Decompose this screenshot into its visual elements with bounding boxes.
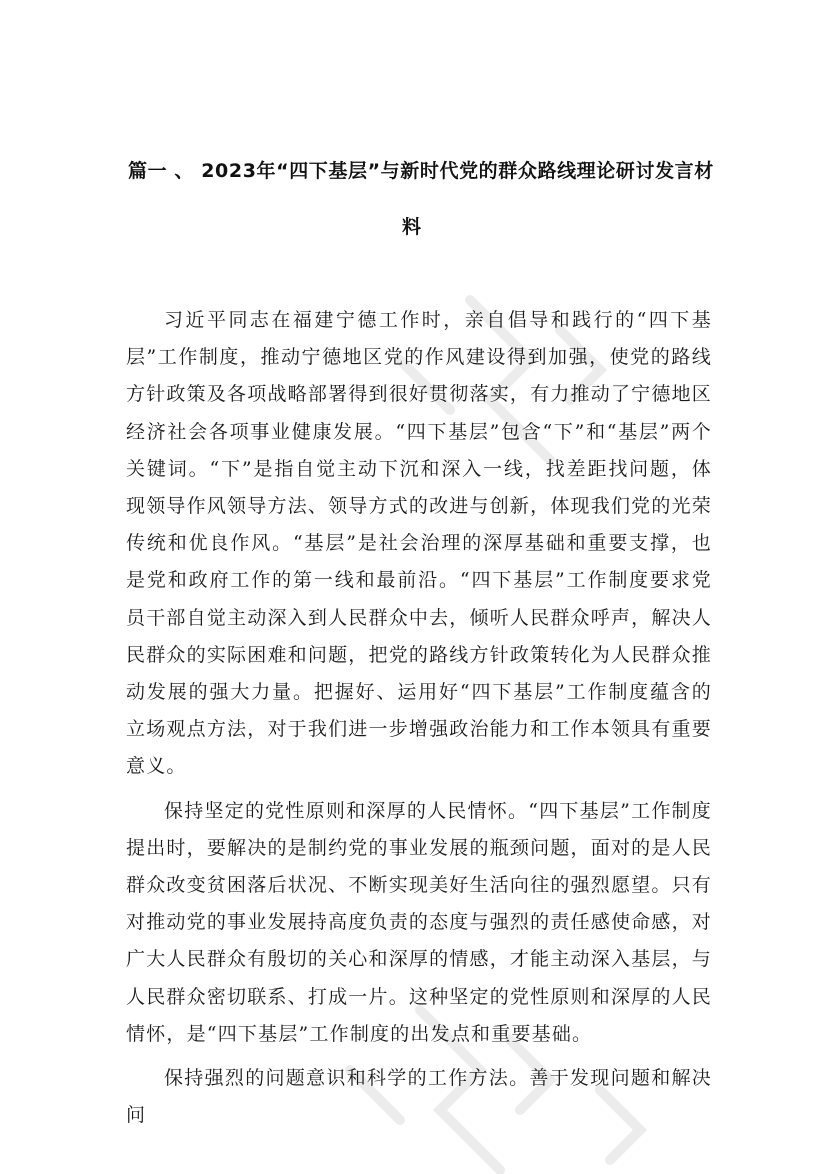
paragraph-2: 保持坚定的党性原则和深厚的人民情怀。“四下基层”工作制度提出时，要解决的是制约党的事业发展的瓶颈问题，面对的是人民群众改变贫困落后状况、不断实现美好生活向往的强烈愿望。只有对推动党的事业发展持高度负责的态度与强烈的责任感使命感，对广大人民群众有殷切的关心和深厚的情感，才能主动深入基层，与人民群众密切联系、打成一片。这种坚定的党性原则和深厚的人民情怀，是“四下基层”工作制度的出发点和重要基础。 — [126, 799, 712, 1045]
paragraph-3: 保持强烈的问题意识和科学的工作方法。善于发现问题和解决问 — [126, 1067, 712, 1127]
document-title-line-2: 料 — [402, 216, 422, 238]
paragraph-1: 习近平同志在福建宁德工作时，亲自倡导和践行的“四下基层”工作制度，推动宁德地区党的作风建设得到加强，使党的路线方针政策及各项战略部署得到很好贯彻落实，有力推动了宁德地区经济社会各项事业健康发展。“四下基层”包含“下”和“基层”两个关键词。“下”是指自觉主动下沉和深入一线，找差距找问题，体现领导作风领导方法、领导方式的改进与创新，体现我们党的光荣传统和优良作风。“基层”是社会治理的深厚基础和重要支撑，也是党和政府工作的第一线和最前沿。“四下基层”工作制度要求党员干部自觉主动深入到人民群众中去，倾听人民群众呼声，解决人民群众的实际困难和问题，把党的路线方针政策转化为人民群众推动发展的强大力量。把握好、运用好“四下基层”工作制度蕴含的立场观点方法，对于我们进一步增强政治能力和工作本领具有重要意义。 — [126, 309, 712, 778]
document-title-line-1: 篇一 、 2023年“四下基层”与新时代党的群众路线理论研讨发言材 — [128, 160, 714, 182]
document-body — [126, 302, 712, 1134]
